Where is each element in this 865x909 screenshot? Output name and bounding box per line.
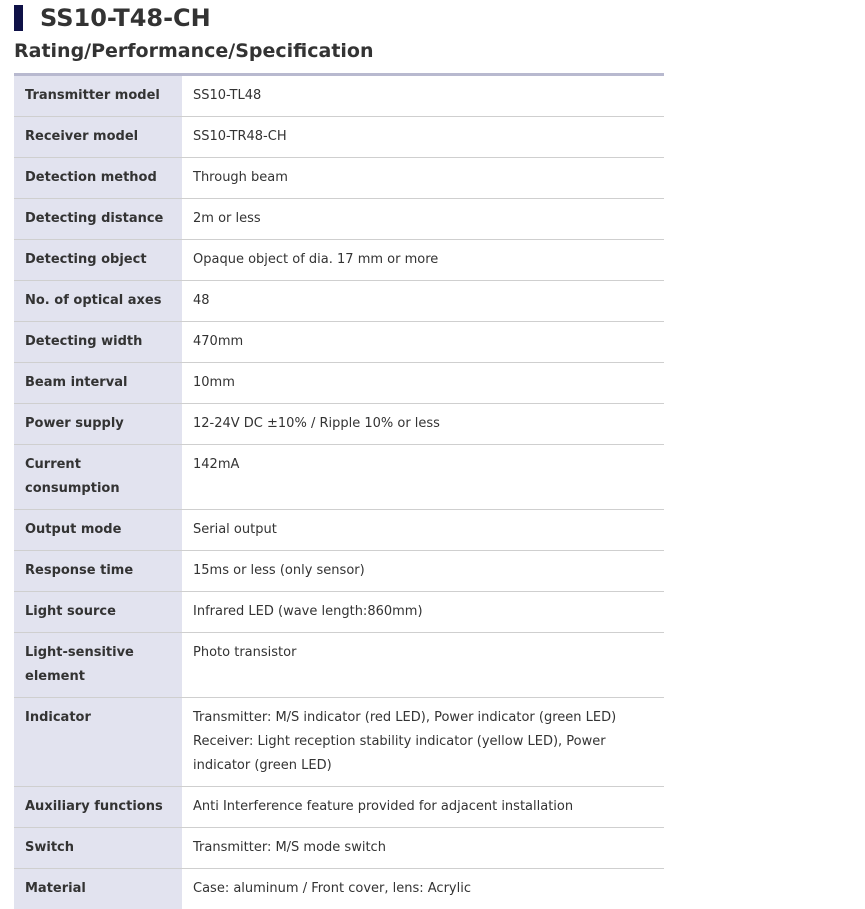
spec-value: 15ms or less (only sensor) (182, 551, 664, 592)
spec-label: Auxiliary functions (14, 787, 182, 828)
table-row (14, 76, 664, 117)
spec-value: 2m or less (182, 199, 664, 240)
table-row (14, 240, 664, 281)
spec-value: Serial output (182, 510, 664, 551)
spec-label: Current consumption (14, 445, 182, 510)
spec-value: Photo transistor (182, 633, 664, 698)
spec-value-line: Transmitter: M/S indicator (red LED), Power indicator (green LED) (193, 706, 654, 730)
spec-label: Detecting distance (14, 199, 182, 240)
spec-label: Detection method (14, 158, 182, 199)
spec-value: Anti Interference feature provided for adjacent installation (182, 787, 664, 828)
spec-label: Indicator (14, 698, 182, 787)
spec-label: Power supply (14, 404, 182, 445)
table-row (14, 363, 664, 404)
spec-label: Output mode (14, 510, 182, 551)
spec-value: 142mA (182, 445, 664, 510)
table-row (14, 199, 664, 240)
table-row (14, 117, 664, 158)
spec-label: Beam interval (14, 363, 182, 404)
spec-value: Transmitter: M/S mode switch (182, 828, 664, 869)
table-row (14, 158, 664, 199)
table-row (14, 869, 664, 909)
spec-value (182, 698, 664, 787)
spec-value: 12-24V DC ±10% / Ripple 10% or less (182, 404, 664, 445)
spec-label: Light source (14, 592, 182, 633)
product-title-block (14, 4, 211, 32)
spec-table (14, 76, 664, 909)
spec-label: Receiver model (14, 117, 182, 158)
spec-label: Detecting object (14, 240, 182, 281)
spec-value: 470mm (182, 322, 664, 363)
table-row (14, 404, 664, 445)
spec-value: 48 (182, 281, 664, 322)
spec-value: Opaque object of dia. 17 mm or more (182, 240, 664, 281)
section-heading: Rating/Performance/Specification (14, 40, 374, 62)
spec-value: SS10-TL48 (182, 76, 664, 117)
spec-value: Infrared LED (wave length:860mm) (182, 592, 664, 633)
table-row (14, 787, 664, 828)
spec-label: Switch (14, 828, 182, 869)
spec-label: Light-sensitive element (14, 633, 182, 698)
table-row (14, 698, 664, 787)
spec-label: Material (14, 869, 182, 909)
spec-label: Detecting width (14, 322, 182, 363)
spec-value: SS10-TR48-CH (182, 117, 664, 158)
table-row (14, 281, 664, 322)
table-row (14, 510, 664, 551)
table-row (14, 551, 664, 592)
table-row (14, 828, 664, 869)
spec-label: Transmitter model (14, 76, 182, 117)
spec-value: Case: aluminum / Front cover, lens: Acrylic (182, 869, 664, 909)
spec-value-line: Receiver: Light reception stability indicator (yellow LED), Power indicator (green LED) (193, 730, 654, 778)
spec-label: No. of optical axes (14, 281, 182, 322)
page-title: SS10-T48-CH (40, 4, 211, 32)
table-row (14, 445, 664, 510)
spec-value: Through beam (182, 158, 664, 199)
table-row (14, 322, 664, 363)
table-row (14, 592, 664, 633)
table-row (14, 633, 664, 698)
title-accent-bar (14, 5, 23, 31)
spec-label: Response time (14, 551, 182, 592)
spec-value: 10mm (182, 363, 664, 404)
